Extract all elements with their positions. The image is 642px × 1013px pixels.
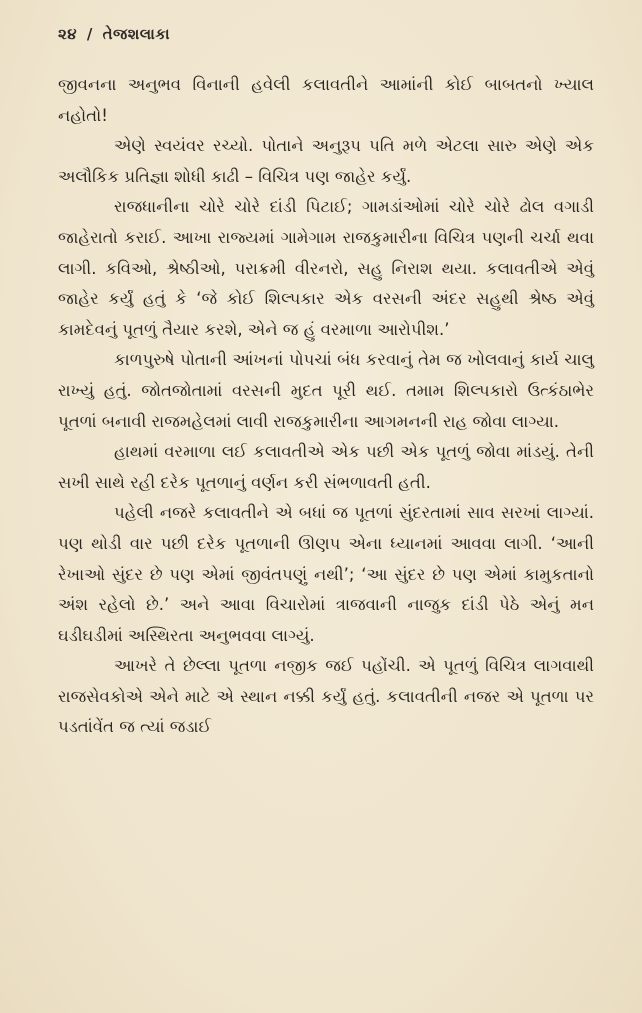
paragraph-4: કાળપુરુષે પોતાની આંખનાં પોપચાં બંધ કરવાનું તેમ જ ખોલવાનું કાર્ય ચાલુ રાખ્યું હતું. જોતજોતામાં વરસની મુદત પૂરી થઈ. તમામ શિલ્પકારો ઉત્કંઠાભેર પૂતળાં બનાવી રાજમહેલમાં લાવી રાજકુમારીના આગમનની રાહ જોવા લાગ્યા.: [58, 350, 594, 431]
page-number: ૨૪: [58, 25, 78, 43]
running-header: [58, 24, 594, 44]
header-separator: /: [86, 25, 93, 43]
paragraph-6: પહેલી નજરે કલાવતીને એ બધાં જ પૂતળાં સુંદરતામાં સાવ સરખાં લાગ્યાં. પણ થોડી વાર પછી દરેક પૂતળાની ઊણપ એના ધ્યાનમાં આવવા લાગી. ‘આની રેખાઓ સુંદર છે પણ એમાં જીવંતપણું નથી’; ‘આ સુંદર છે પણ એમાં કામુકતાનો અંશ રહેલો છે.’ અને આવા વિચારોમાં ત્રાજવાની નાજુક દાંડી પેઠે એનું મન ઘડીઘડીમાં અસ્થિરતા અનુભવવા લાગ્યું.: [58, 503, 594, 645]
paragraph-3: રાજધાનીના ચોરે ચોરે દાંડી પિટાઈ; ગામડાંઓમાં ચોરે ચોરે ઢોલ વગાડી જાહેરાતો કરાઈ. આખા રાજ્યમાં ગામેગામ રાજકુમારીના વિચિત્ર પણની ચર્ચા થવા લાગી. કવિઓ, શ્રેષ્ઠીઓ, પરાક્રમી વીરનરો, સહુ નિરાશ થયા. કલાવતીએ એવું જાહેર કર્યું હતું કે ‘જે કોઈ શિલ્પકાર એક વરસની અંદર સહુથી શ્રેષ્ઠ એવું કામદેવનું પૂતળું તૈયાર કરશે, એને જ હું વરમાળા આરોપીશ.’: [58, 197, 594, 339]
book-title: તેજશલાકા: [102, 25, 171, 43]
paragraph-1: જીવનના અનુભવ વિનાની હવેલી કલાવતીને આમાંની કોઈ બાબતનો ખ્યાલ નહોતો!: [58, 75, 594, 125]
paragraph-7: આખરે તે છેલ્લા પૂતળા નજીક જઈ પહોંચી. એ પૂતળું વિચિત્ર લાગવાથી રાજસેવકોએ એને માટે એ સ્થાન નક્કી કર્યું હતું. કલાવતીની નજર એ પૂતળા પર પડતાંવેંત જ ત્યાં જડાઈ: [58, 656, 594, 737]
paragraph-5: હાથમાં વરમાળા લઈ કલાવતીએ એક પછી એક પૂતળું જોવા માંડયું. તેની સખી સાથે રહી દરેક પૂતળાનું વર્ણન કરી સંભળાવતી હતી.: [58, 442, 594, 492]
paragraph-2: એણે સ્વયંવર રચ્યો. પોતાને અનુરૂપ પતિ મળે એટલા સારુ એણે એક અલૌકિક પ્રતિજ્ઞા શોધી કાઢી – વિચિત્ર પણ જાહેર કર્યું.: [58, 136, 594, 186]
